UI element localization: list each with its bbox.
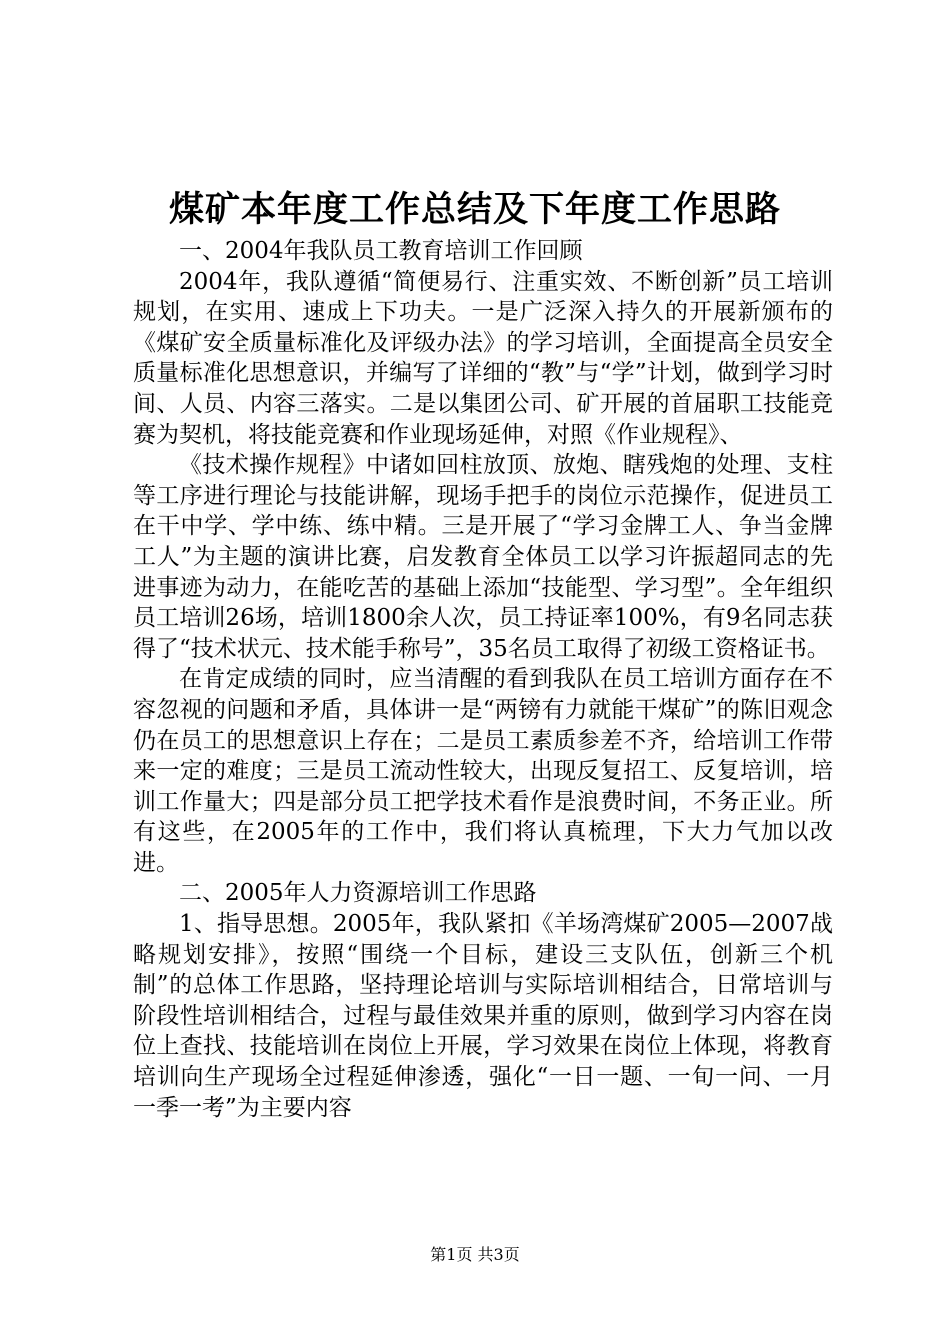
section-heading-2: 二、2005年人力资源培训工作思路	[179, 880, 537, 907]
paragraph: 在肯定成绩的同时，应当清醒的看到我队在员工培训方面存在不容忽视的问题和矛盾，具体讲一是“两镑有力就能干煤矿”的陈旧观念仍在员工的思想意识上存在；二是员工素质参差不齐，给培训工作带来一定的难度；三是员工流动性较大，出现反复招工、反复培训，培训工作量大；四是部分员工把学技术看作是浪费时间，不务正业。所有这些，在2005年的工作中，我们将认真梳理，下大力气加以改进。	[133, 666, 833, 876]
paragraph: 2004年，我队遵循“简便易行、注重实效、不断创新”员工培训规划，在实用、速成上下功夫。一是广泛深入持久的开展新颁布的《煤矿安全质量标准化及评级办法》的学习培训，全面提高全员安全质量标准化思想意识，并编写了详细的“教”与“学”计划，做到学习时间、人员、内容三落实。二是以集团公司、矿开展的首届职工技能竞赛为契机，将技能竞赛和作业现场延伸，对照《作业规程》、	[133, 268, 833, 448]
section-heading-1: 一、2004年我队员工教育培训工作回顾	[179, 238, 583, 264]
paragraph: 1、指导思想。2005年，我队紧扣《羊场湾煤矿2005—2007战略规划安排》，按照“围绕一个目标，建设三支队伍，创新三个机制”的总体工作思路，坚持理论培训与实际培训相结合，日常培训与阶段性培训相结合，过程与最佳效果并重的原则，做到学习内容在岗位上查找、技能培训在岗位上开展，学习效果在岗位上体现，将教育培训向生产现场全过程延伸渗透，强化“一日一题、一旬一问、一月一季一考”为主要内容	[133, 911, 833, 1121]
page-footer: 第1页 共3页	[430, 1245, 520, 1264]
paragraph: 《技术操作规程》中诸如回柱放顶、放炮、瞎残炮的处理、支柱等工序进行理论与技能讲解，现场手把手的岗位示范操作，促进员工在干中学、学中练、练中精。三是开展了“学习金牌工人、争当金牌工人”为主题的演讲比赛，启发教育全体员工以学习许振超同志的先进事迹为动力，在能吃苦的基础上添加“技能型、学习型”。全年组织员工培训26场，培训1800余人次，员工持证率100%，有9名同志获得了“技术状元、技术能手称号”，35名员工取得了初级工资格证书。	[133, 452, 833, 662]
document-body	[133, 236, 833, 1123]
document-title: 煤矿本年度工作总结及下年度工作思路	[168, 189, 781, 230]
